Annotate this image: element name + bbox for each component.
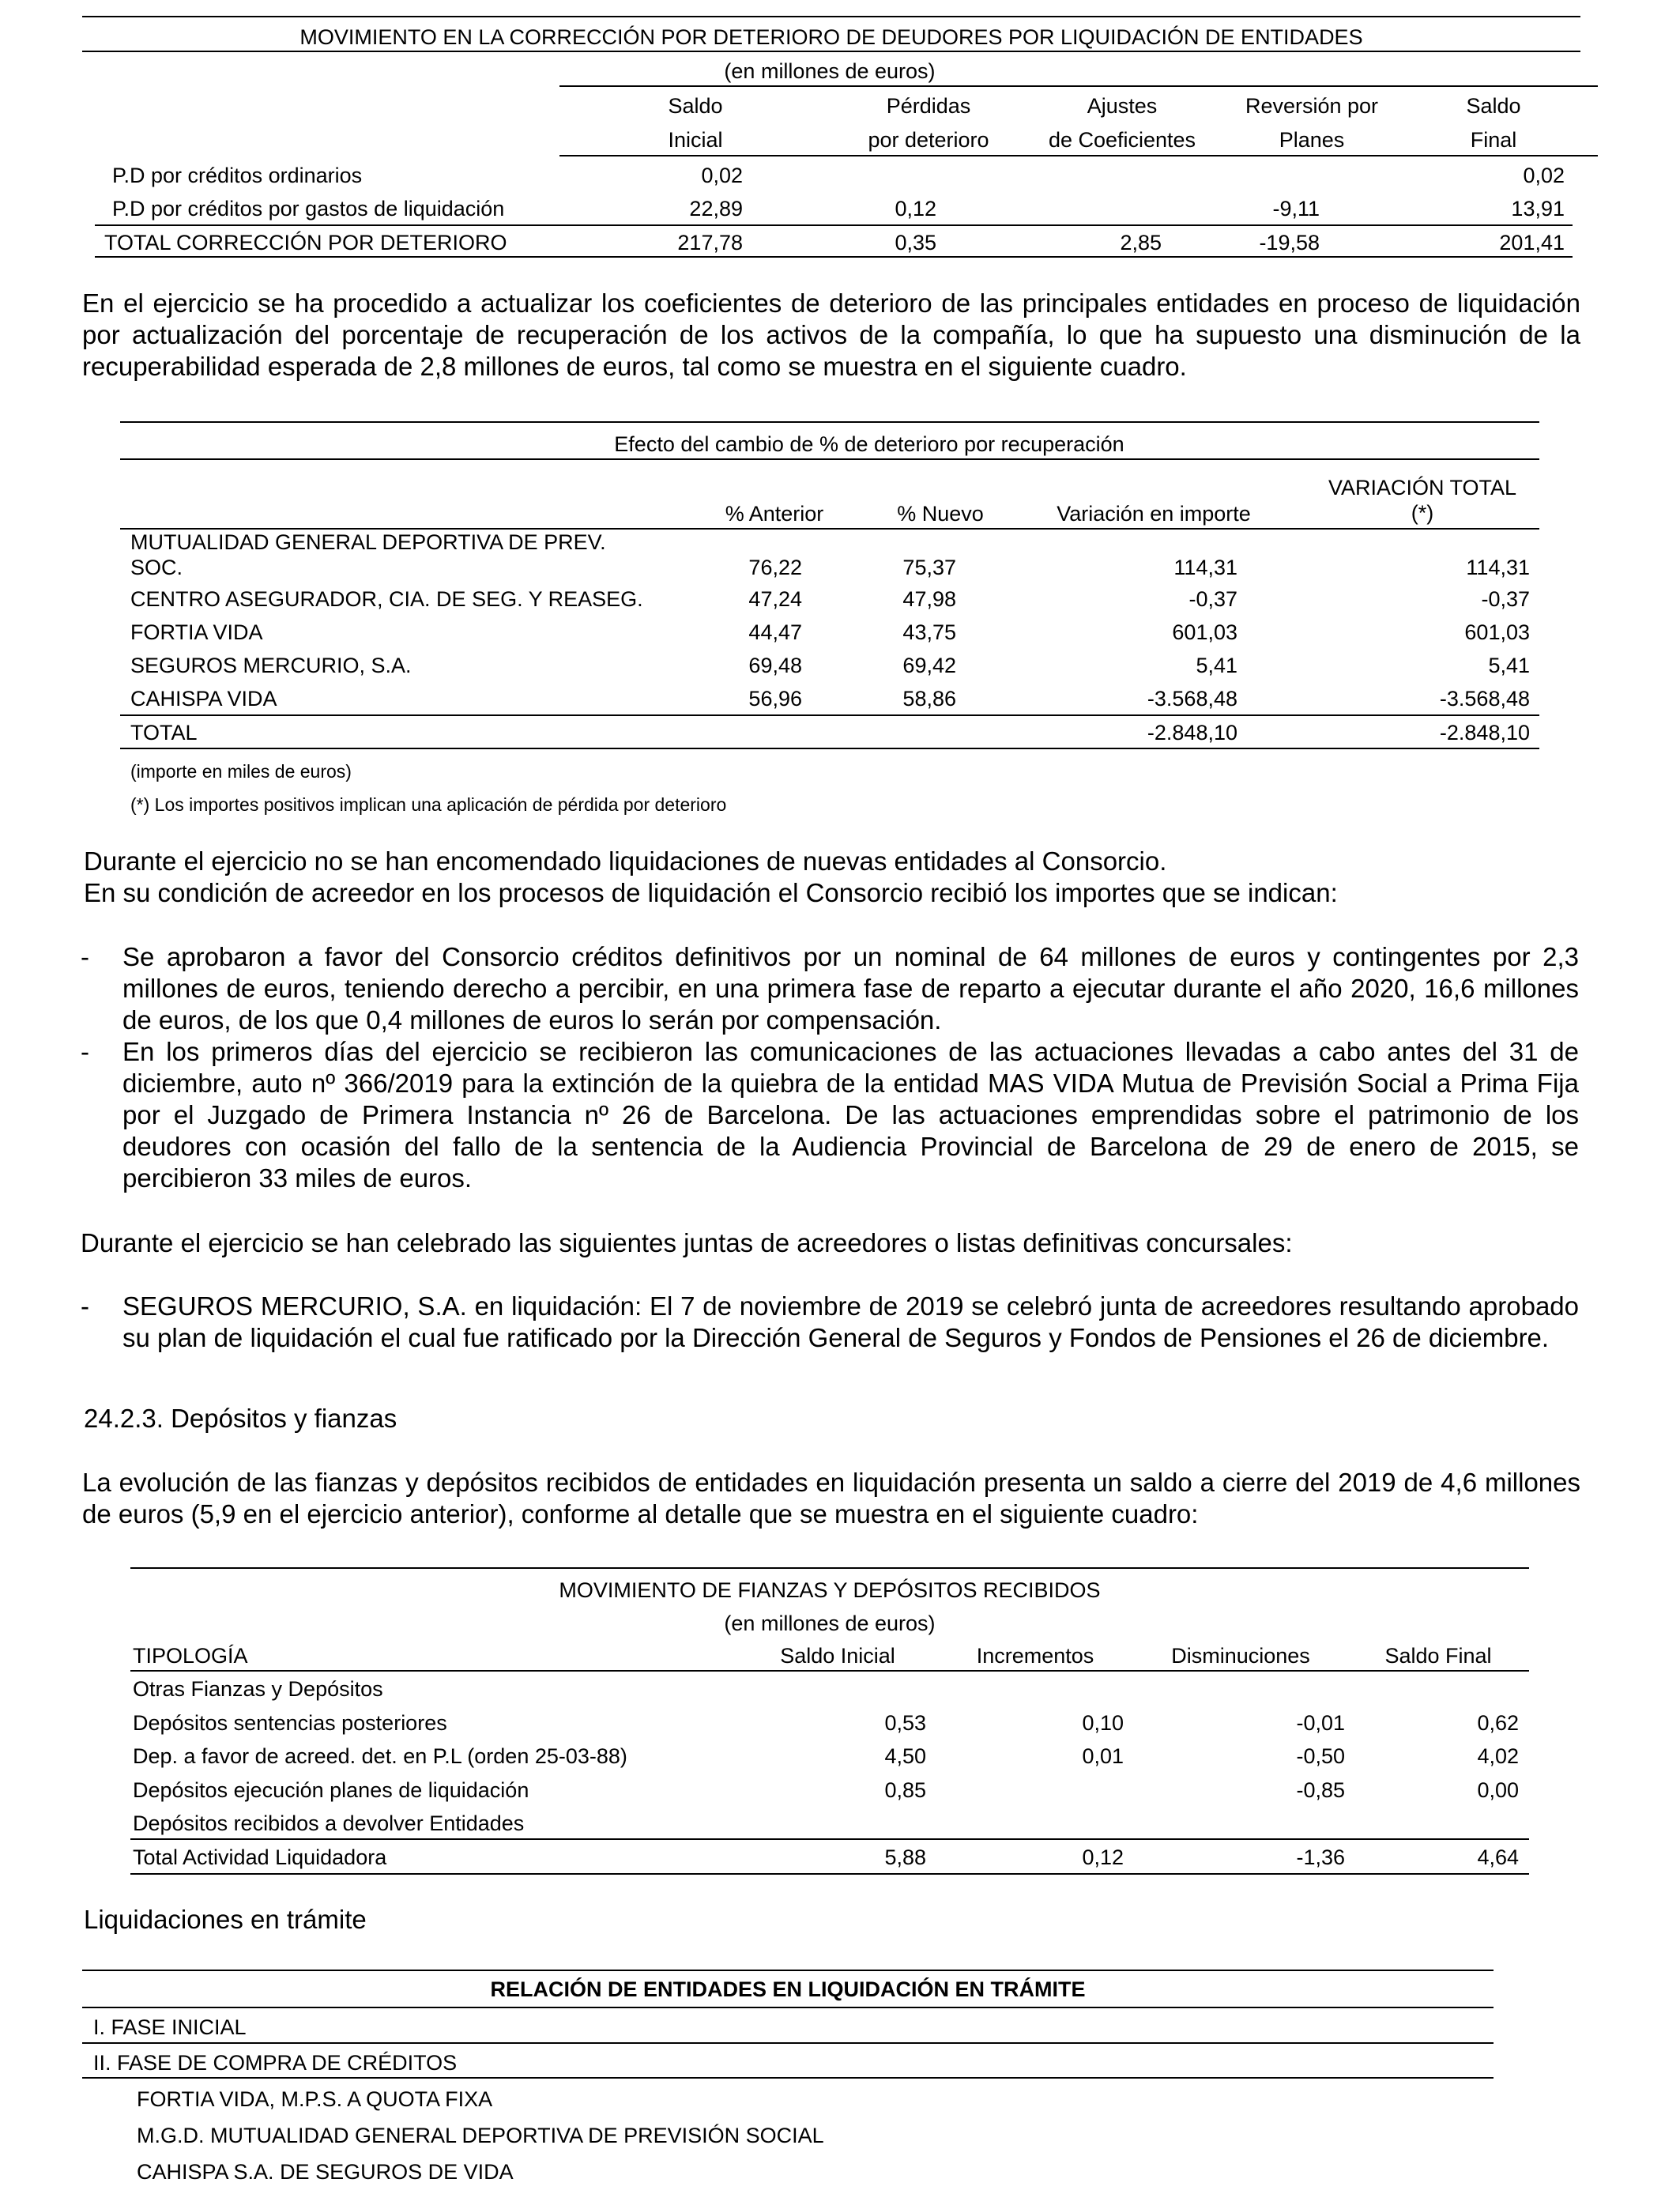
column-header: Saldo [668, 94, 723, 118]
cell-value: 58,86 [902, 687, 956, 711]
paragraph: En su condición de acreedor en los procesos de liquidación el Consorcio recibió los importes que se indican: [84, 878, 1338, 907]
table-unit: (en millones de euros) [724, 1612, 936, 1635]
cell-value: 0,62 [1477, 1711, 1519, 1735]
list-item: M.G.D. MUTUALIDAD GENERAL DEPORTIVA DE PREVISIÓN SOCIAL [137, 2124, 824, 2147]
list-item-text: En los primeros días del ejercicio se recibieron las comunicaciones de las actuaciones llevadas a cabo antes del 31 de diciembre, auto nº 366/2019 para la extinción de la quiebra de la entidad MAS VIDA Mutua de Previsión Social a Prima Fija por el Juzgado de Primera Instancia nº 26 de Barcelona. De las actuaciones emprendidas sobre el patrimonio de los deudores con ocasión del fallo de la sentencia de la Audiencia Provincial de Barcelona de 29 de enero de 2015, se percibieron 33 miles de euros. [122, 1037, 1579, 1193]
row-label: Depósitos ejecución planes de liquidación [133, 1778, 529, 1802]
cell-value: 0,00 [1477, 1778, 1519, 1802]
cell-value: 0,12 [895, 197, 936, 221]
bullet-dash: - [81, 1037, 89, 1066]
table-title: MOVIMIENTO DE FIANZAS Y DEPÓSITOS RECIBIDOS [559, 1578, 1101, 1602]
cell-value: 69,48 [748, 654, 802, 677]
column-header: VARIACIÓN TOTAL [1328, 476, 1517, 499]
row-label: TOTAL CORRECCIÓN POR DETERIORO [104, 231, 507, 254]
row-label: Dep. a favor de acreed. det. en P.L (orden 25-03-88) [133, 1744, 627, 1768]
phase-label: II. FASE DE COMPRA DE CRÉDITOS [93, 2051, 458, 2075]
column-header: Incrementos [976, 1644, 1094, 1668]
cell-value: 217,78 [677, 231, 743, 254]
table-unit: (en millones de euros) [724, 59, 936, 83]
cell-value: 0,12 [1082, 1845, 1124, 1869]
cell-value: -19,58 [1259, 231, 1320, 254]
column-header: de Coeficientes [1048, 128, 1196, 152]
row-label: CENTRO ASEGURADOR, CIA. DE SEG. Y REASEG. [130, 587, 643, 611]
cell-value: 5,88 [884, 1845, 926, 1869]
cell-value: 114,31 [1173, 556, 1237, 579]
column-header: Saldo [1466, 94, 1521, 118]
column-header: Ajustes [1087, 94, 1158, 118]
cell-value: 601,03 [1464, 620, 1530, 644]
paragraph: La evolución de las fianzas y depósitos recibidos de entidades en liquidación presenta un saldo a cierre del 2019 de 4,6 millones de euros (5,9 en el ejercicio anterior), conforme al detalle que se muestra en el siguiente cuadro: [82, 1468, 1580, 1529]
cell-value: 0,35 [895, 231, 936, 254]
cell-value: 601,03 [1172, 620, 1237, 644]
column-header: Saldo Inicial [780, 1644, 895, 1668]
cell-value: 2,85 [1120, 231, 1162, 254]
cell-value: -0,37 [1188, 587, 1237, 611]
cell-value: 56,96 [748, 687, 802, 711]
table-footnote: (*) Los importes positivos implican una aplicación de pérdida por deterioro [130, 794, 727, 815]
cell-value: -9,11 [1272, 197, 1320, 221]
cell-value: -3.568,48 [1147, 687, 1237, 711]
cell-value: 43,75 [902, 620, 956, 644]
column-header: Pérdidas [886, 94, 971, 118]
column-header: % Anterior [725, 502, 824, 526]
cell-value: 22,89 [689, 197, 743, 221]
table-note: (importe en miles de euros) [130, 761, 352, 782]
row-label: FORTIA VIDA [130, 620, 263, 644]
cell-value: 4,64 [1477, 1845, 1519, 1869]
cell-value: 69,42 [902, 654, 956, 677]
row-label: MUTUALIDAD GENERAL DEPORTIVA DE PREV. [130, 530, 606, 554]
cell-value: 75,37 [902, 556, 956, 579]
row-label: Depósitos sentencias posteriores [133, 1711, 447, 1735]
cell-value: -0,85 [1296, 1778, 1345, 1802]
cell-value: -2.848,10 [1147, 721, 1237, 745]
cell-value: 0,10 [1082, 1711, 1124, 1735]
table-title: MOVIMIENTO EN LA CORRECCIÓN POR DETERIORO DE DEUDORES POR LIQUIDACIÓN DE ENTIDADES [299, 25, 1363, 49]
cell-value: 5,41 [1196, 654, 1237, 677]
row-label: TOTAL [130, 721, 198, 745]
cell-value: 4,50 [884, 1744, 926, 1768]
column-header: Final [1470, 128, 1517, 152]
column-header: Inicial [668, 128, 723, 152]
cell-value: -0,01 [1296, 1711, 1345, 1735]
bullet-dash: - [81, 942, 89, 971]
column-header: Planes [1279, 128, 1345, 152]
paragraph: Durante el ejercicio se han celebrado las siguientes juntas de acreedores o listas definitivas concursales: [81, 1228, 1293, 1257]
row-label: Otras Fianzas y Depósitos [133, 1677, 383, 1701]
cell-value: 0,02 [1523, 164, 1565, 187]
bullet-dash: - [81, 1291, 89, 1321]
cell-value: 0,53 [884, 1711, 926, 1735]
cell-value: -2.848,10 [1439, 721, 1530, 745]
cell-value: 47,24 [748, 587, 802, 611]
column-header: Saldo Final [1384, 1644, 1492, 1668]
table-title: Efecto del cambio de % de deterioro por recuperación [614, 432, 1124, 456]
list-item-text: SEGUROS MERCURIO, S.A. en liquidación: El 7 de noviembre de 2019 se celebró junta de acreedores resultando aprobado su plan de liquidación el cual fue ratificado por la Dirección General de Seguros y Fondos de Pensiones el 26 de diciembre. [122, 1291, 1579, 1352]
cell-value: 114,31 [1466, 556, 1530, 579]
phase-label: I. FASE INICIAL [93, 2015, 247, 2039]
row-label: SOC. [130, 556, 183, 579]
paragraph: En el ejercicio se ha procedido a actualizar los coeficientes de deterioro de las principales entidades en proceso de liquidación por actualización del porcentaje de recuperación de los activos de la compañía, lo que ha supuesto una disminución de la recuperabilidad esperada de 2,8 millones de euros, tal como se muestra en el siguiente cuadro. [82, 288, 1580, 381]
paragraph: Durante el ejercicio no se han encomendado liquidaciones de nuevas entidades al Consorcio. [84, 846, 1167, 876]
cell-value: 201,41 [1499, 231, 1565, 254]
row-label: P.D por créditos por gastos de liquidación [112, 197, 505, 221]
column-header: por deterioro [868, 128, 989, 152]
column-header: % Nuevo [897, 502, 984, 526]
list-item-text: Se aprobaron a favor del Consorcio créditos definitivos por un nominal de 64 millones de euros y contingentes por 2,3 millones de euros, teniendo derecho a percibir, en una primera fase de reparto a ejecutar durante el año 2020, 16,6 millones de euros, de los que 0,4 millones de euros lo serán por compensación. [122, 942, 1579, 1035]
column-header: Reversión por [1245, 94, 1379, 118]
table-title: RELACIÓN DE ENTIDADES EN LIQUIDACIÓN EN TRÁMITE [490, 1977, 1086, 2001]
list-item: CAHISPA S.A. DE SEGUROS DE VIDA [137, 2160, 514, 2184]
list-item: FORTIA VIDA, M.P.S. A QUOTA FIXA [137, 2087, 493, 2111]
cell-value: -3.568,48 [1439, 687, 1530, 711]
column-header: (*) [1411, 501, 1434, 525]
cell-value: 44,47 [748, 620, 802, 644]
cell-value: -1,36 [1296, 1845, 1345, 1869]
column-header: TIPOLOGÍA [133, 1644, 248, 1668]
section-heading: Liquidaciones en trámite [84, 1905, 367, 1934]
column-header: Variación en importe [1057, 502, 1251, 526]
cell-value: 4,02 [1477, 1744, 1519, 1768]
cell-value: 0,85 [884, 1778, 926, 1802]
row-label: SEGUROS MERCURIO, S.A. [130, 654, 412, 677]
cell-value: 13,91 [1511, 197, 1565, 221]
column-header: Disminuciones [1171, 1644, 1310, 1668]
cell-value: 0,01 [1082, 1744, 1124, 1768]
row-label: Total Actividad Liquidadora [133, 1845, 387, 1869]
row-label: CAHISPA VIDA [130, 687, 277, 711]
section-heading: 24.2.3. Depósitos y fianzas [84, 1404, 397, 1433]
row-label: P.D por créditos ordinarios [112, 164, 363, 187]
cell-value: 5,41 [1488, 654, 1530, 677]
row-label: Depósitos recibidos a devolver Entidades [133, 1811, 525, 1835]
cell-value: 0,02 [701, 164, 743, 187]
cell-value: 76,22 [748, 556, 802, 579]
cell-value: -0,37 [1481, 587, 1530, 611]
cell-value: 47,98 [902, 587, 956, 611]
cell-value: -0,50 [1296, 1744, 1345, 1768]
